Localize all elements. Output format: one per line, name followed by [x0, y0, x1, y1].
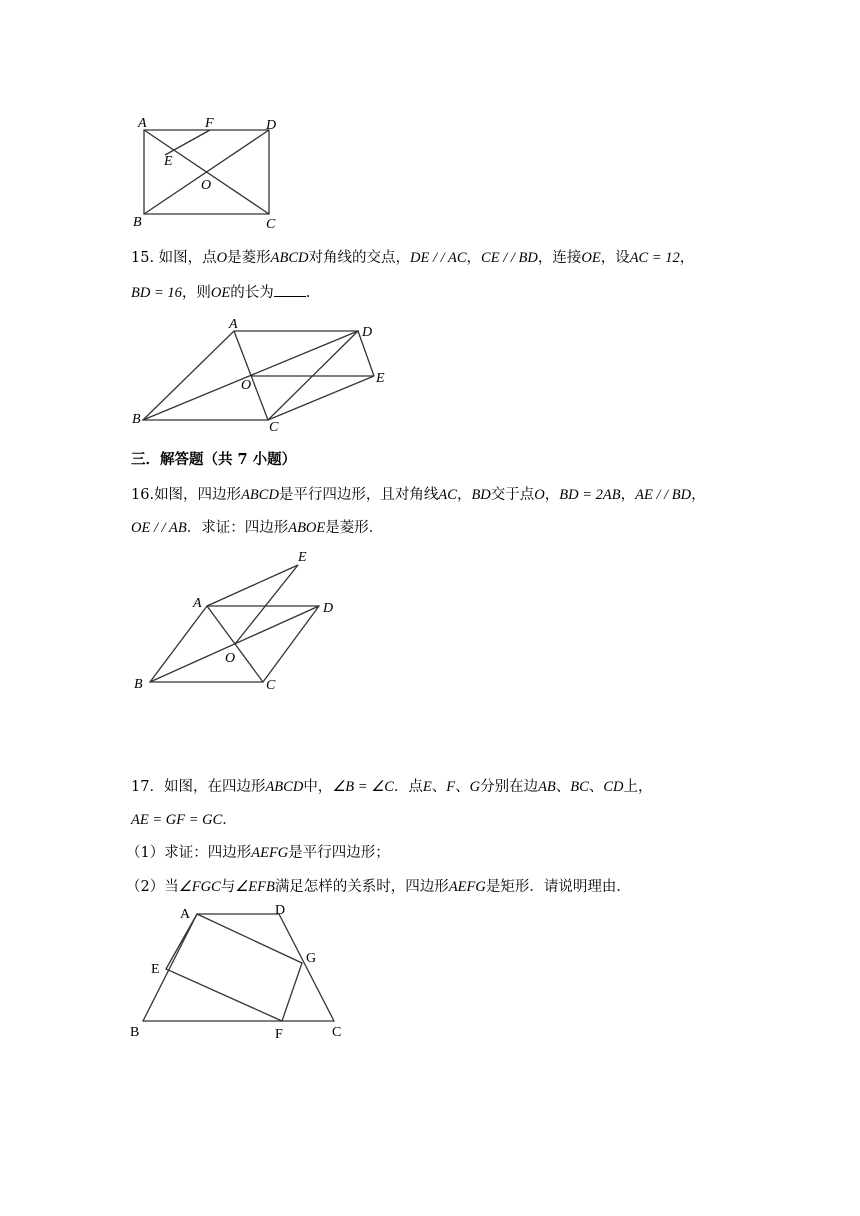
q17-part1 — [126, 843, 390, 863]
text: 如图，四边形 — [154, 487, 242, 503]
label-C: C — [266, 217, 276, 232]
text: 、 — [431, 779, 447, 795]
question-number: 16. — [131, 487, 155, 503]
label-B: B — [133, 215, 142, 230]
text: 如图，点 — [158, 250, 217, 266]
text: ， — [456, 487, 472, 503]
text: ， — [544, 487, 560, 503]
math: OE / / AB — [131, 520, 187, 536]
math: AB — [538, 779, 556, 795]
math: BD = 2AB — [559, 487, 621, 503]
math: CD — [603, 779, 624, 795]
text: 对角线的交点， — [308, 250, 411, 266]
text: 是平行四边形； — [288, 845, 390, 861]
math: ∠B = ∠C — [332, 779, 394, 795]
text: 交于点 — [490, 487, 535, 503]
label-G: G — [306, 951, 317, 966]
text: . — [305, 285, 311, 301]
math: O — [534, 487, 545, 503]
text: 中， — [303, 779, 333, 795]
text: 的长为 — [230, 285, 274, 301]
math: AE / / BD — [635, 487, 692, 503]
label-E: E — [376, 371, 385, 386]
q16-line2 — [131, 518, 383, 538]
label-O: O — [225, 651, 236, 666]
math: AC = 12 — [629, 250, 680, 266]
math: BD — [471, 487, 491, 503]
question-number: 17． — [131, 779, 164, 795]
figure-q14-rectangle — [0, 0, 860, 240]
math: ABCD — [270, 250, 309, 266]
math: BC — [570, 779, 589, 795]
math: OE — [210, 285, 231, 301]
q17-line1 — [131, 777, 652, 797]
text: ，连接 — [537, 250, 582, 266]
q17-line2 — [131, 810, 237, 830]
text: （2）当 — [126, 879, 179, 895]
math: G — [469, 779, 481, 795]
label-D: D — [362, 325, 373, 340]
q16-line1 — [131, 485, 706, 505]
segment-ae — [207, 565, 298, 606]
text: 如图，在四边形 — [163, 779, 266, 795]
label-C: C — [266, 678, 276, 693]
figure-q17-trapezoid — [0, 900, 860, 1050]
text: 是矩形．请说明理由． — [485, 879, 631, 895]
math: AC — [438, 487, 457, 503]
text: 、 — [455, 779, 470, 795]
math: ABOE — [288, 520, 326, 536]
text: ．点 — [393, 779, 423, 795]
label-F: F — [205, 116, 214, 131]
math: E — [422, 779, 432, 795]
text: ， — [679, 250, 695, 266]
label-A: A — [193, 596, 202, 611]
text: 、 — [588, 779, 604, 795]
section-heading: 三．解答题（共 7 小题） — [131, 451, 297, 468]
math: O — [216, 250, 228, 266]
math: AEFG — [251, 845, 289, 861]
math: F — [446, 779, 456, 795]
math: AE = GF = GC — [131, 812, 223, 828]
label-O: O — [201, 178, 212, 193]
label-D: D — [275, 903, 286, 918]
text: 与 — [220, 879, 236, 895]
label-B: B — [130, 1025, 140, 1040]
text: ，设 — [600, 250, 630, 266]
text: ，则 — [181, 285, 211, 301]
text: ． — [222, 812, 237, 828]
text: 满足怎样的关系时，四边形 — [274, 879, 449, 895]
label-O: O — [241, 378, 252, 393]
math: AEFG — [448, 879, 486, 895]
text: 分别在边 — [480, 779, 539, 795]
segment-oe — [235, 565, 298, 644]
label-C: C — [332, 1025, 342, 1040]
figure-q15-rhombus — [0, 310, 860, 440]
text: 上， — [623, 779, 653, 795]
text: （1）求证：四边形 — [126, 845, 252, 861]
label-E: E — [151, 962, 160, 977]
math: DE / / AC — [410, 250, 467, 266]
text: ， — [466, 250, 482, 266]
label-B: B — [132, 412, 141, 427]
label-D: D — [266, 118, 277, 133]
q15-line2 — [131, 282, 310, 303]
text: 是平行四边形，且对角线 — [278, 487, 439, 503]
text: 是菱形 — [227, 250, 271, 266]
answer-blank[interactable] — [274, 282, 306, 297]
text: ， — [691, 487, 706, 503]
math: ABCD — [265, 779, 304, 795]
label-E: E — [298, 550, 307, 565]
q17-part2 — [126, 877, 631, 897]
math: CE / / BD — [481, 250, 538, 266]
diagonal-bd — [150, 606, 319, 682]
label-D: D — [323, 601, 334, 616]
figure-q16-parallelogram — [0, 545, 860, 705]
question-number: 15. — [131, 250, 155, 266]
label-E: E — [164, 154, 173, 169]
label-A: A — [138, 116, 147, 131]
math: ∠FGC — [178, 879, 221, 895]
segment-fe — [165, 130, 210, 155]
text: 、 — [555, 779, 571, 795]
math: OE — [581, 250, 601, 266]
label-C: C — [269, 420, 279, 435]
q15-line1 — [131, 248, 694, 268]
text: ．求证：四边形 — [186, 520, 289, 536]
math: ABCD — [241, 487, 279, 503]
label-A: A — [180, 907, 191, 922]
label-A: A — [229, 317, 238, 332]
label-B: B — [134, 677, 143, 692]
trapezoid-abcd — [143, 914, 334, 1021]
parallelogram-aefg — [166, 914, 302, 1021]
math: BD = 16 — [131, 285, 182, 301]
text: 是菱形． — [325, 520, 384, 536]
segment-ce — [268, 376, 374, 420]
label-F: F — [275, 1027, 283, 1042]
text: ， — [620, 487, 636, 503]
math: ∠EFB — [235, 879, 275, 895]
